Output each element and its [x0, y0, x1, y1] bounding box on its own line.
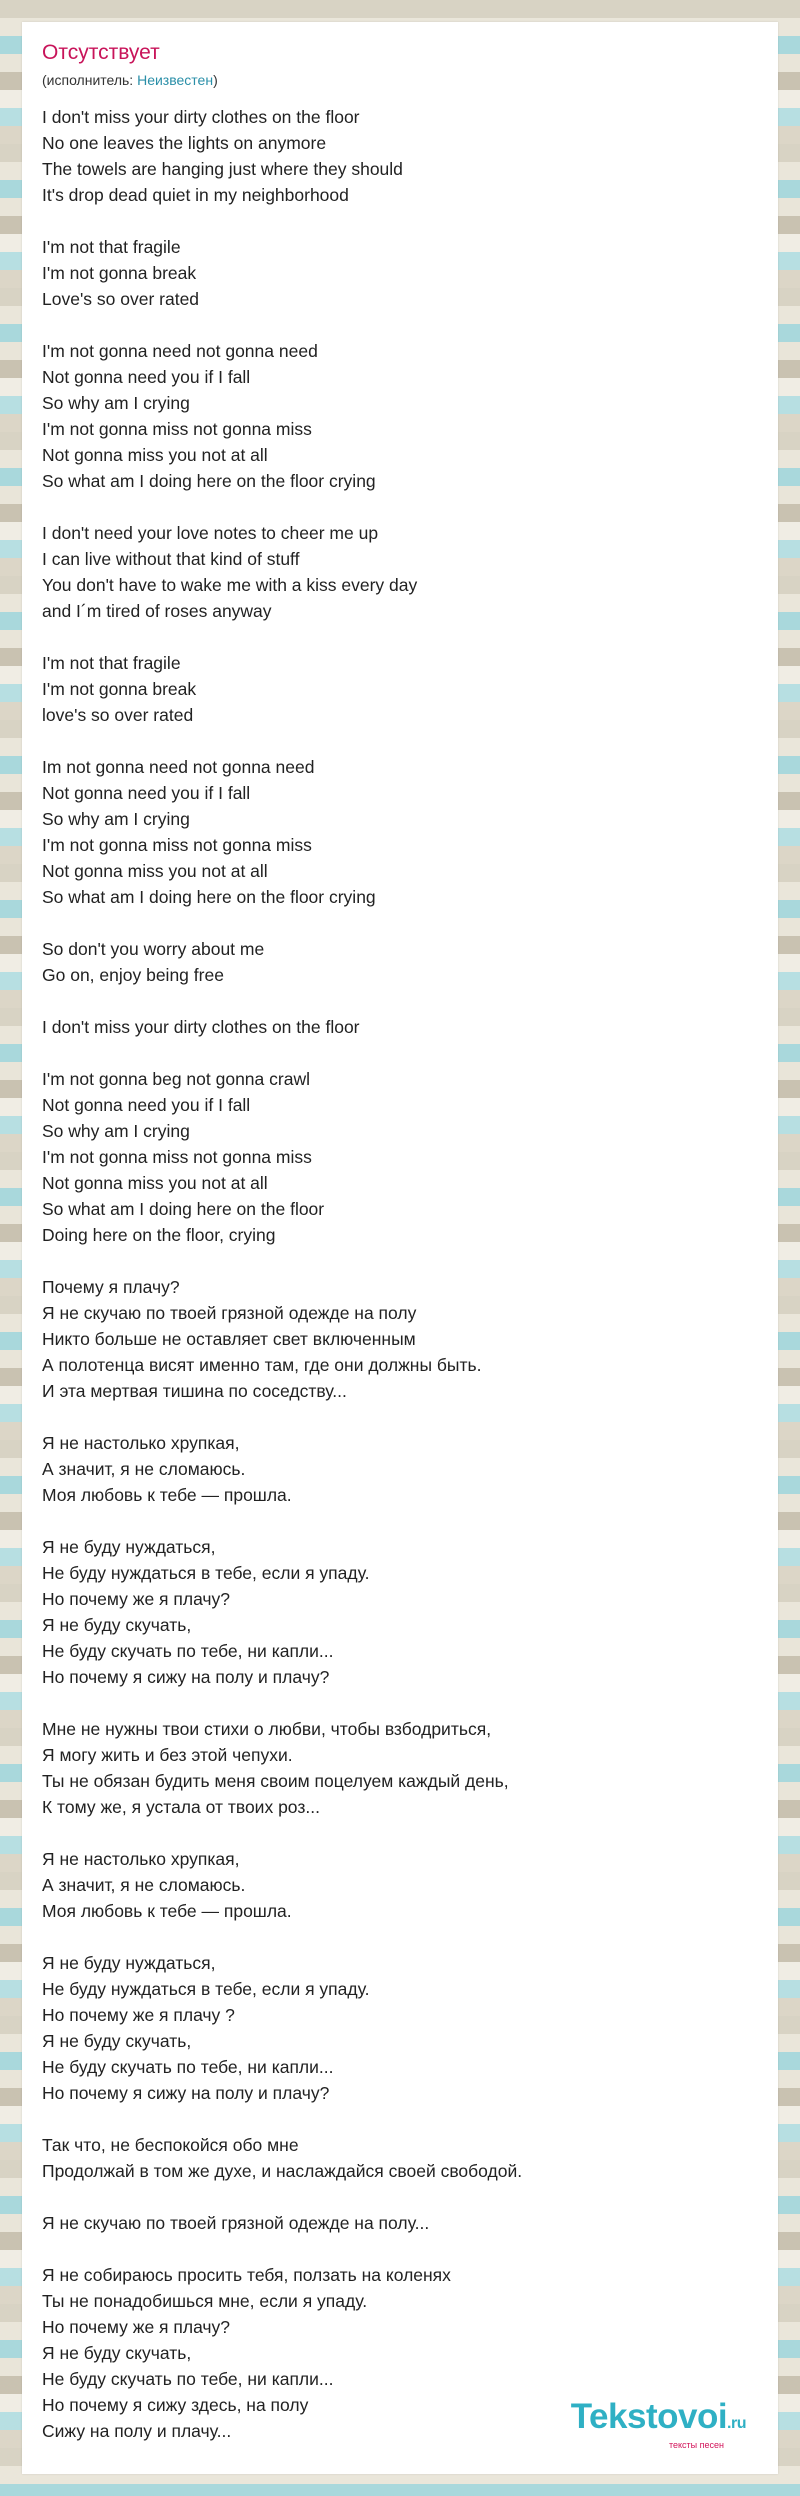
lyrics-line: А полотенца висят именно там, где они должны быть. — [42, 1355, 482, 1375]
lyrics-line: Я не настолько хрупкая, — [42, 1849, 240, 1869]
lyrics-line: I don't miss your dirty clothes on the floor — [42, 1017, 360, 1037]
lyrics-line: Я не настолько хрупкая, — [42, 1433, 240, 1453]
byline-prefix: (исполнитель: — [42, 72, 138, 88]
lyrics-line: So why am I crying — [42, 1121, 190, 1141]
lyrics-line: Not gonna miss you not at all — [42, 445, 268, 465]
lyrics-line: I don't miss your dirty clothes on the floor — [42, 107, 360, 127]
lyrics-line: Но почему я сижу здесь, на полу — [42, 2395, 309, 2415]
lyrics-line: Not gonna miss you not at all — [42, 1173, 268, 1193]
lyrics-line: and I´m tired of roses anyway — [42, 601, 272, 621]
lyrics-line: Никто больше не оставляет свет включенным — [42, 1329, 416, 1349]
lyrics-line: Doing here on the floor, crying — [42, 1225, 276, 1245]
lyrics-line: Не буду нуждаться в тебе, если я упаду. — [42, 1979, 370, 1999]
lyrics-stanza — [42, 1950, 762, 2106]
lyrics-line: Я не буду нуждаться, — [42, 1953, 216, 1973]
lyrics-line: You don't have to wake me with a kiss every day — [42, 575, 418, 595]
lyrics-line: Я не буду нуждаться, — [42, 1537, 216, 1557]
lyrics-line: I'm not that fragile — [42, 237, 181, 257]
lyrics-line: Мне не нужны твои стихи о любви, чтобы взбодриться, — [42, 1719, 492, 1739]
lyrics-line: No one leaves the lights on anymore — [42, 133, 327, 153]
lyrics-line: Love's so over rated — [42, 289, 200, 309]
lyrics-line: Not gonna need you if I fall — [42, 367, 251, 387]
lyrics-stanza — [42, 1014, 762, 1040]
lyrics-line: Но почему же я плачу ? — [42, 2005, 235, 2025]
lyrics-line: Не буду скучать по тебе, ни капли... — [42, 2369, 334, 2389]
lyrics-line: Но почему же я плачу? — [42, 1589, 231, 1609]
lyrics-line: I can live without that kind of stuff — [42, 549, 300, 569]
lyrics-line: Моя любовь к тебе — прошла. — [42, 1901, 292, 1921]
lyrics-line: Не буду нуждаться в тебе, если я упаду. — [42, 1563, 370, 1583]
logo-wordmark — [571, 2399, 746, 2442]
lyrics-stanza — [42, 104, 762, 208]
lyrics-line: The towels are hanging just where they should — [42, 159, 403, 179]
lyrics-text — [42, 104, 762, 2470]
lyrics-card — [22, 22, 778, 2474]
lyrics-line: Я не буду скучать, — [42, 2031, 192, 2051]
lyrics-stanza — [42, 1066, 762, 1248]
lyrics-line: И эта мертвая тишина по соседству... — [42, 1381, 347, 1401]
lyrics-line: Не буду скучать по тебе, ни капли... — [42, 2057, 334, 2077]
lyrics-line: I'm not gonna miss not gonna miss — [42, 419, 312, 439]
lyrics-line: Я не буду скучать, — [42, 2343, 192, 2363]
lyrics-line: Продолжай в том же духе, и наслаждайся своей свободой. — [42, 2161, 523, 2181]
lyrics-line: А значит, я не сломаюсь. — [42, 1875, 246, 1895]
lyrics-line: I don't need your love notes to cheer me up — [42, 523, 379, 543]
lyrics-stanza — [42, 1430, 762, 1508]
artist-link[interactable]: Неизвестен — [137, 72, 214, 88]
lyrics-line: Я не собираюсь просить тебя, ползать на коленях — [42, 2265, 451, 2285]
lyrics-line: Я не скучаю по твоей грязной одежде на полу... — [42, 2213, 430, 2233]
lyrics-line: I'm not gonna miss not gonna miss — [42, 1147, 312, 1167]
lyrics-line: Почему я плачу? — [42, 1277, 180, 1297]
lyrics-line: So don't you worry about me — [42, 939, 265, 959]
lyrics-stanza — [42, 1274, 762, 1404]
logo-main-text: Tekstovoi — [570, 2397, 728, 2436]
lyrics-line: I'm not gonna beg not gonna crawl — [42, 1069, 310, 1089]
lyrics-line: So what am I doing here on the floor crying — [42, 887, 376, 907]
logo-tld: .ru — [727, 2415, 746, 2432]
lyrics-stanza — [42, 1534, 762, 1690]
lyrics-stanza — [42, 936, 762, 988]
lyrics-line: Но почему я сижу на полу и плачу? — [42, 1667, 330, 1687]
lyrics-line: Я могу жить и без этой чепухи. — [42, 1745, 293, 1765]
lyrics-stanza — [42, 338, 762, 494]
lyrics-line: Я не скучаю по твоей грязной одежде на полу — [42, 1303, 417, 1323]
artist-byline — [42, 71, 218, 89]
song-title: Отсутствует — [42, 41, 160, 64]
lyrics-line: Я не буду скучать, — [42, 1615, 192, 1635]
lyrics-line: Not gonna need you if I fall — [42, 783, 251, 803]
lyrics-line: Но почему же я плачу? — [42, 2317, 231, 2337]
lyrics-line: Go on, enjoy being free — [42, 965, 224, 985]
lyrics-stanza — [42, 520, 762, 624]
lyrics-stanza — [42, 754, 762, 910]
lyrics-line: Not gonna miss you not at all — [42, 861, 268, 881]
lyrics-stanza — [42, 2210, 762, 2236]
lyrics-line: Но почему я сижу на полу и плачу? — [42, 2083, 330, 2103]
lyrics-line: Ты не обязан будить меня своим поцелуем каждый день, — [42, 1771, 509, 1791]
lyrics-stanza — [42, 650, 762, 728]
lyrics-line: I'm not gonna break — [42, 679, 197, 699]
lyrics-line: Ты не понадобишься мне, если я упаду. — [42, 2291, 368, 2311]
lyrics-line: So what am I doing here on the floor — [42, 1199, 325, 1219]
lyrics-stanza — [42, 1716, 762, 1820]
lyrics-line: Так что, не беспокойся обо мне — [42, 2135, 299, 2155]
lyrics-line: Not gonna need you if I fall — [42, 1095, 251, 1115]
lyrics-line: Im not gonna need not gonna need — [42, 757, 315, 777]
lyrics-line: So why am I crying — [42, 393, 190, 413]
lyrics-line: love's so over rated — [42, 705, 194, 725]
site-logo[interactable] — [571, 2399, 746, 2450]
lyrics-line: Моя любовь к тебе — прошла. — [42, 1485, 292, 1505]
lyrics-stanza — [42, 2132, 762, 2184]
lyrics-stanza — [42, 1846, 762, 1924]
lyrics-line: I'm not gonna break — [42, 263, 197, 283]
lyrics-line: К тому же, я устала от твоих роз... — [42, 1797, 320, 1817]
lyrics-line: I'm not gonna miss not gonna miss — [42, 835, 312, 855]
lyrics-line: А значит, я не сломаюсь. — [42, 1459, 246, 1479]
lyrics-line: So why am I crying — [42, 809, 190, 829]
lyrics-stanza — [42, 234, 762, 312]
lyrics-line: It's drop dead quiet in my neighborhood — [42, 185, 349, 205]
logo-tagline: тексты песен — [668, 2440, 724, 2450]
lyrics-line: So what am I doing here on the floor crying — [42, 471, 376, 491]
byline-suffix: ) — [213, 72, 218, 88]
lyrics-line: I'm not gonna need not gonna need — [42, 341, 318, 361]
lyrics-line: Не буду скучать по тебе, ни капли... — [42, 1641, 334, 1661]
lyrics-line: I'm not that fragile — [42, 653, 181, 673]
lyrics-line: Сижу на полу и плачу... — [42, 2421, 232, 2441]
